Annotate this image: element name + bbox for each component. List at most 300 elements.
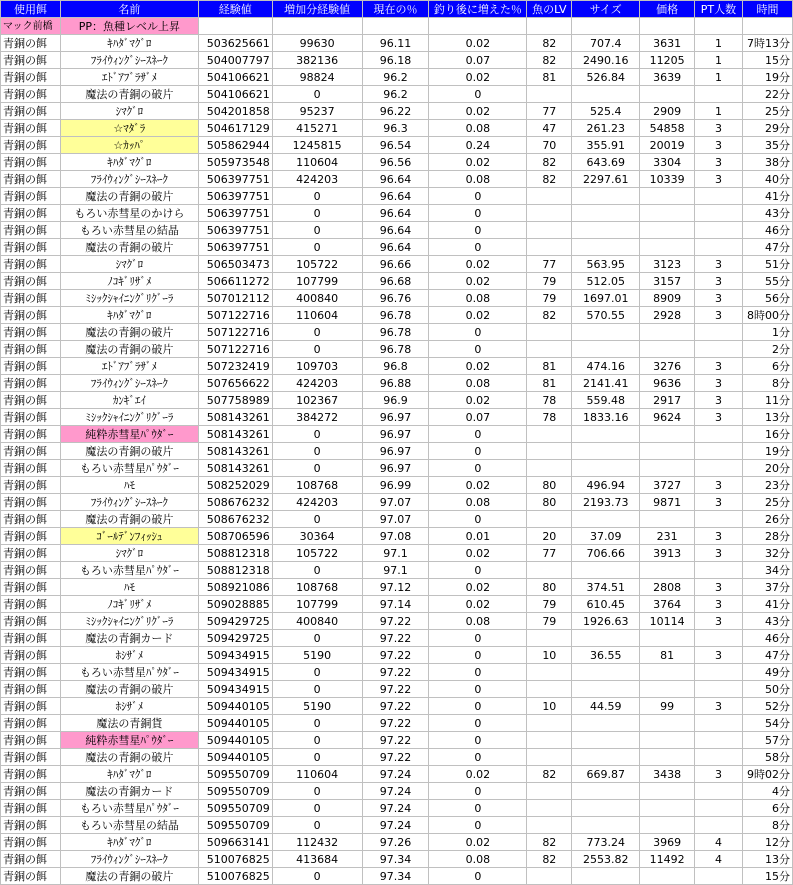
fish-lv-cell[interactable]: 82 bbox=[527, 171, 572, 188]
pct-gain-cell[interactable]: 0.08 bbox=[429, 290, 527, 307]
name-cell[interactable]: ☆ﾏﾀﾞﾗ bbox=[60, 120, 198, 137]
fish-lv-cell[interactable] bbox=[527, 86, 572, 103]
exp-cell[interactable]: 509440105 bbox=[198, 715, 272, 732]
current-pct-cell[interactable]: 97.26 bbox=[362, 834, 429, 851]
name-cell[interactable]: もろい赤彗星ﾊﾟｳﾀﾞｰ bbox=[60, 800, 198, 817]
exp-gain-cell[interactable]: 0 bbox=[272, 188, 362, 205]
col-header-pct-gain[interactable]: 釣り後に増えた％ bbox=[429, 1, 527, 18]
price-cell[interactable] bbox=[640, 783, 695, 800]
exp-gain-cell[interactable]: 107799 bbox=[272, 596, 362, 613]
exp-cell[interactable]: 509434915 bbox=[198, 647, 272, 664]
price-cell[interactable]: 3276 bbox=[640, 358, 695, 375]
current-pct-cell[interactable]: 97.08 bbox=[362, 528, 429, 545]
exp-gain-cell[interactable]: 5190 bbox=[272, 698, 362, 715]
bait-cell[interactable]: 青銅の餌 bbox=[1, 426, 61, 443]
exp-gain-cell[interactable]: 0 bbox=[272, 664, 362, 681]
size-cell[interactable]: 512.05 bbox=[572, 273, 640, 290]
price-cell[interactable] bbox=[640, 630, 695, 647]
price-cell[interactable]: 81 bbox=[640, 647, 695, 664]
exp-cell[interactable]: 508143261 bbox=[198, 443, 272, 460]
name-cell[interactable]: 魔法の青銅の破片 bbox=[60, 86, 198, 103]
price-cell[interactable]: 9636 bbox=[640, 375, 695, 392]
exp-cell[interactable]: 506397751 bbox=[198, 188, 272, 205]
size-cell[interactable]: 2141.41 bbox=[572, 375, 640, 392]
pct-gain-cell[interactable]: 0 bbox=[429, 86, 527, 103]
time-cell[interactable]: 15分 bbox=[742, 868, 792, 885]
pt-count-cell[interactable]: 3 bbox=[695, 647, 743, 664]
time-cell[interactable]: 41分 bbox=[742, 596, 792, 613]
current-pct-cell[interactable]: 96.97 bbox=[362, 460, 429, 477]
size-cell[interactable]: 496.94 bbox=[572, 477, 640, 494]
price-cell[interactable]: 2808 bbox=[640, 579, 695, 596]
pct-gain-cell[interactable]: 0 bbox=[429, 562, 527, 579]
pct-gain-cell[interactable]: 0.08 bbox=[429, 120, 527, 137]
time-cell[interactable]: 13分 bbox=[742, 409, 792, 426]
current-pct-cell[interactable]: 97.22 bbox=[362, 613, 429, 630]
pct-gain-cell[interactable]: 0.02 bbox=[429, 154, 527, 171]
pct-gain-cell[interactable]: 0.08 bbox=[429, 375, 527, 392]
current-pct-cell[interactable]: 97.22 bbox=[362, 664, 429, 681]
time-cell[interactable]: 57分 bbox=[742, 732, 792, 749]
fish-lv-cell[interactable]: 79 bbox=[527, 273, 572, 290]
exp-cell[interactable]: 507122716 bbox=[198, 324, 272, 341]
pt-count-cell[interactable]: 3 bbox=[695, 256, 743, 273]
exp-gain-cell[interactable]: 415271 bbox=[272, 120, 362, 137]
time-cell[interactable]: 47分 bbox=[742, 647, 792, 664]
size-cell[interactable]: 1926.63 bbox=[572, 613, 640, 630]
pt-count-cell[interactable]: 3 bbox=[695, 766, 743, 783]
pct-gain-cell[interactable]: 0.08 bbox=[429, 171, 527, 188]
pct-gain-cell[interactable]: 0 bbox=[429, 188, 527, 205]
bait-cell[interactable]: 青銅の餌 bbox=[1, 494, 61, 511]
current-pct-cell[interactable]: 96.97 bbox=[362, 409, 429, 426]
fish-lv-cell[interactable]: 10 bbox=[527, 647, 572, 664]
bait-cell[interactable]: 青銅の餌 bbox=[1, 630, 61, 647]
exp-cell[interactable]: 504106621 bbox=[198, 69, 272, 86]
exp-cell[interactable]: 509028885 bbox=[198, 596, 272, 613]
size-cell[interactable]: 610.45 bbox=[572, 596, 640, 613]
pct-gain-cell[interactable]: 0.02 bbox=[429, 477, 527, 494]
pct-gain-cell[interactable]: 0 bbox=[429, 460, 527, 477]
pt-count-cell[interactable]: 3 bbox=[695, 613, 743, 630]
empty-cell[interactable] bbox=[198, 18, 272, 35]
name-cell[interactable]: 魔法の青銅の破片 bbox=[60, 341, 198, 358]
size-cell[interactable] bbox=[572, 426, 640, 443]
pct-gain-cell[interactable]: 0 bbox=[429, 239, 527, 256]
current-pct-cell[interactable]: 96.88 bbox=[362, 375, 429, 392]
size-cell[interactable]: 2490.16 bbox=[572, 52, 640, 69]
current-pct-cell[interactable]: 97.22 bbox=[362, 749, 429, 766]
size-cell[interactable]: 2193.73 bbox=[572, 494, 640, 511]
price-cell[interactable]: 10339 bbox=[640, 171, 695, 188]
pct-gain-cell[interactable]: 0 bbox=[429, 664, 527, 681]
exp-gain-cell[interactable]: 109703 bbox=[272, 358, 362, 375]
pt-count-cell[interactable]: 3 bbox=[695, 358, 743, 375]
exp-gain-cell[interactable]: 0 bbox=[272, 800, 362, 817]
bait-cell[interactable]: 青銅の餌 bbox=[1, 460, 61, 477]
name-cell[interactable]: もろい赤彗星ﾊﾟｳﾀﾞｰ bbox=[60, 460, 198, 477]
pct-gain-cell[interactable]: 0.02 bbox=[429, 358, 527, 375]
bait-cell[interactable]: 青銅の餌 bbox=[1, 307, 61, 324]
fish-lv-cell[interactable] bbox=[527, 749, 572, 766]
time-cell[interactable]: 16分 bbox=[742, 426, 792, 443]
pt-count-cell[interactable] bbox=[695, 783, 743, 800]
time-cell[interactable]: 34分 bbox=[742, 562, 792, 579]
price-cell[interactable]: 3727 bbox=[640, 477, 695, 494]
price-cell[interactable]: 2928 bbox=[640, 307, 695, 324]
name-cell[interactable]: ｷﾊﾀﾞﾏｸﾞﾛ bbox=[60, 154, 198, 171]
name-cell[interactable]: 魔法の青銅カード bbox=[60, 783, 198, 800]
pct-gain-cell[interactable]: 0 bbox=[429, 715, 527, 732]
time-cell[interactable]: 1分 bbox=[742, 324, 792, 341]
fish-lv-cell[interactable]: 81 bbox=[527, 358, 572, 375]
price-cell[interactable]: 3157 bbox=[640, 273, 695, 290]
price-cell[interactable]: 8909 bbox=[640, 290, 695, 307]
name-cell[interactable]: 魔法の青銅の破片 bbox=[60, 443, 198, 460]
pt-count-cell[interactable] bbox=[695, 817, 743, 834]
size-cell[interactable] bbox=[572, 511, 640, 528]
name-cell[interactable]: 魔法の青銅の破片 bbox=[60, 188, 198, 205]
current-pct-cell[interactable]: 97.34 bbox=[362, 868, 429, 885]
exp-gain-cell[interactable]: 108768 bbox=[272, 579, 362, 596]
exp-cell[interactable]: 506397751 bbox=[198, 205, 272, 222]
name-cell[interactable]: もろい赤彗星の結晶 bbox=[60, 222, 198, 239]
price-cell[interactable] bbox=[640, 86, 695, 103]
time-cell[interactable]: 52分 bbox=[742, 698, 792, 715]
bait-cell[interactable]: 青銅の餌 bbox=[1, 256, 61, 273]
size-cell[interactable]: 37.09 bbox=[572, 528, 640, 545]
price-cell[interactable] bbox=[640, 239, 695, 256]
exp-cell[interactable]: 506397751 bbox=[198, 239, 272, 256]
time-cell[interactable]: 32分 bbox=[742, 545, 792, 562]
bait-cell[interactable]: 青銅の餌 bbox=[1, 647, 61, 664]
price-cell[interactable]: 11492 bbox=[640, 851, 695, 868]
pct-gain-cell[interactable]: 0 bbox=[429, 817, 527, 834]
time-cell[interactable]: 38分 bbox=[742, 154, 792, 171]
price-cell[interactable]: 2909 bbox=[640, 103, 695, 120]
current-pct-cell[interactable]: 97.07 bbox=[362, 494, 429, 511]
bait-cell[interactable]: 青銅の餌 bbox=[1, 324, 61, 341]
pt-count-cell[interactable]: 3 bbox=[695, 154, 743, 171]
pt-count-cell[interactable]: 3 bbox=[695, 171, 743, 188]
current-pct-cell[interactable]: 96.2 bbox=[362, 69, 429, 86]
name-cell[interactable]: ﾌﾗｲｳｨﾝｸﾞｼｰｽﾈｰｸ bbox=[60, 52, 198, 69]
current-pct-cell[interactable]: 97.1 bbox=[362, 562, 429, 579]
col-header-exp[interactable]: 経験値 bbox=[198, 1, 272, 18]
exp-cell[interactable]: 508143261 bbox=[198, 460, 272, 477]
bait-cell[interactable]: 青銅の餌 bbox=[1, 239, 61, 256]
exp-gain-cell[interactable]: 0 bbox=[272, 460, 362, 477]
exp-gain-cell[interactable]: 424203 bbox=[272, 375, 362, 392]
pct-gain-cell[interactable]: 0 bbox=[429, 511, 527, 528]
time-cell[interactable]: 50分 bbox=[742, 681, 792, 698]
exp-cell[interactable]: 507122716 bbox=[198, 341, 272, 358]
price-cell[interactable] bbox=[640, 222, 695, 239]
exp-cell[interactable]: 504201858 bbox=[198, 103, 272, 120]
price-cell[interactable] bbox=[640, 715, 695, 732]
pct-gain-cell[interactable]: 0 bbox=[429, 783, 527, 800]
name-cell[interactable]: 魔法の青銅の破片 bbox=[60, 324, 198, 341]
price-cell[interactable]: 2917 bbox=[640, 392, 695, 409]
price-cell[interactable] bbox=[640, 443, 695, 460]
current-pct-cell[interactable]: 96.78 bbox=[362, 324, 429, 341]
exp-gain-cell[interactable]: 0 bbox=[272, 715, 362, 732]
pt-count-cell[interactable]: 3 bbox=[695, 290, 743, 307]
exp-cell[interactable]: 508812318 bbox=[198, 545, 272, 562]
time-cell[interactable]: 8分 bbox=[742, 817, 792, 834]
price-cell[interactable]: 3969 bbox=[640, 834, 695, 851]
size-cell[interactable]: 1833.16 bbox=[572, 409, 640, 426]
fish-lv-cell[interactable]: 78 bbox=[527, 392, 572, 409]
exp-gain-cell[interactable]: 0 bbox=[272, 783, 362, 800]
size-cell[interactable] bbox=[572, 749, 640, 766]
time-cell[interactable]: 54分 bbox=[742, 715, 792, 732]
pt-count-cell[interactable] bbox=[695, 86, 743, 103]
size-cell[interactable] bbox=[572, 341, 640, 358]
current-pct-cell[interactable]: 96.64 bbox=[362, 239, 429, 256]
fish-lv-cell[interactable] bbox=[527, 800, 572, 817]
name-cell[interactable]: 純粋赤彗星ﾊﾟｳﾀﾞｰ bbox=[60, 732, 198, 749]
time-cell[interactable]: 23分 bbox=[742, 477, 792, 494]
current-pct-cell[interactable]: 96.64 bbox=[362, 171, 429, 188]
pct-gain-cell[interactable]: 0.07 bbox=[429, 52, 527, 69]
pt-count-cell[interactable] bbox=[695, 188, 743, 205]
pt-count-cell[interactable] bbox=[695, 562, 743, 579]
current-pct-cell[interactable]: 97.24 bbox=[362, 783, 429, 800]
fish-lv-cell[interactable] bbox=[527, 222, 572, 239]
price-cell[interactable]: 11205 bbox=[640, 52, 695, 69]
empty-cell[interactable] bbox=[640, 18, 695, 35]
exp-gain-cell[interactable]: 0 bbox=[272, 426, 362, 443]
size-cell[interactable]: 559.48 bbox=[572, 392, 640, 409]
pct-gain-cell[interactable]: 0.08 bbox=[429, 494, 527, 511]
name-cell[interactable]: ﾎｼｻﾞﾒ bbox=[60, 647, 198, 664]
exp-gain-cell[interactable]: 0 bbox=[272, 324, 362, 341]
exp-gain-cell[interactable]: 108768 bbox=[272, 477, 362, 494]
bait-cell[interactable]: 青銅の餌 bbox=[1, 86, 61, 103]
exp-cell[interactable]: 508252029 bbox=[198, 477, 272, 494]
price-cell[interactable] bbox=[640, 562, 695, 579]
pct-gain-cell[interactable]: 0.24 bbox=[429, 137, 527, 154]
pct-gain-cell[interactable]: 0.02 bbox=[429, 69, 527, 86]
pt-count-cell[interactable]: 3 bbox=[695, 528, 743, 545]
pct-gain-cell[interactable]: 0.02 bbox=[429, 392, 527, 409]
bait-cell[interactable]: 青銅の餌 bbox=[1, 137, 61, 154]
exp-gain-cell[interactable]: 0 bbox=[272, 511, 362, 528]
empty-cell[interactable] bbox=[272, 18, 362, 35]
pt-count-cell[interactable]: 3 bbox=[695, 137, 743, 154]
price-cell[interactable]: 99 bbox=[640, 698, 695, 715]
name-cell[interactable]: ☆ｶｯﾊﾟ bbox=[60, 137, 198, 154]
pt-count-cell[interactable]: 3 bbox=[695, 596, 743, 613]
name-cell[interactable]: ｶﾝｷﾞｴｲ bbox=[60, 392, 198, 409]
time-cell[interactable]: 46分 bbox=[742, 630, 792, 647]
size-cell[interactable] bbox=[572, 783, 640, 800]
current-pct-cell[interactable]: 97.24 bbox=[362, 800, 429, 817]
name-cell[interactable]: ﾌﾗｲｳｨﾝｸﾞｼｰｽﾈｰｸ bbox=[60, 375, 198, 392]
empty-cell[interactable] bbox=[527, 18, 572, 35]
name-cell[interactable]: ｷﾊﾀﾞﾏｸﾞﾛ bbox=[60, 834, 198, 851]
exp-gain-cell[interactable]: 0 bbox=[272, 222, 362, 239]
pt-count-cell[interactable] bbox=[695, 664, 743, 681]
fish-lv-cell[interactable]: 80 bbox=[527, 494, 572, 511]
exp-gain-cell[interactable]: 105722 bbox=[272, 545, 362, 562]
server-label-cell[interactable]: マック前橋 bbox=[1, 18, 61, 35]
col-header-time[interactable]: 時間 bbox=[742, 1, 792, 18]
pct-gain-cell[interactable]: 0.02 bbox=[429, 103, 527, 120]
name-cell[interactable]: ｴﾄﾞｱﾌﾞﾗｻﾞﾒ bbox=[60, 69, 198, 86]
exp-gain-cell[interactable]: 0 bbox=[272, 817, 362, 834]
exp-gain-cell[interactable]: 400840 bbox=[272, 613, 362, 630]
size-cell[interactable] bbox=[572, 86, 640, 103]
fish-lv-cell[interactable]: 20 bbox=[527, 528, 572, 545]
time-cell[interactable]: 2分 bbox=[742, 341, 792, 358]
name-cell[interactable]: ﾌﾗｲｳｨﾝｸﾞｼｰｽﾈｰｸ bbox=[60, 494, 198, 511]
pct-gain-cell[interactable]: 0.08 bbox=[429, 613, 527, 630]
price-cell[interactable] bbox=[640, 511, 695, 528]
fish-lv-cell[interactable] bbox=[527, 511, 572, 528]
pt-count-cell[interactable]: 1 bbox=[695, 69, 743, 86]
size-cell[interactable]: 2297.61 bbox=[572, 171, 640, 188]
current-pct-cell[interactable]: 96.8 bbox=[362, 358, 429, 375]
bait-cell[interactable]: 青銅の餌 bbox=[1, 817, 61, 834]
bait-cell[interactable]: 青銅の餌 bbox=[1, 171, 61, 188]
price-cell[interactable] bbox=[640, 868, 695, 885]
pt-count-cell[interactable]: 4 bbox=[695, 834, 743, 851]
exp-gain-cell[interactable]: 0 bbox=[272, 868, 362, 885]
fish-lv-cell[interactable]: 82 bbox=[527, 851, 572, 868]
name-cell[interactable]: ﾐｼｯｸｼｬｲﾆﾝｸﾞﾘｸﾞｰﾗ bbox=[60, 290, 198, 307]
pt-count-cell[interactable]: 1 bbox=[695, 35, 743, 52]
size-cell[interactable]: 706.66 bbox=[572, 545, 640, 562]
bait-cell[interactable]: 青銅の餌 bbox=[1, 545, 61, 562]
name-cell[interactable]: ｷﾊﾀﾞﾏｸﾞﾛ bbox=[60, 35, 198, 52]
price-cell[interactable] bbox=[640, 732, 695, 749]
exp-cell[interactable]: 509550709 bbox=[198, 800, 272, 817]
fish-lv-cell[interactable] bbox=[527, 426, 572, 443]
exp-gain-cell[interactable]: 0 bbox=[272, 732, 362, 749]
pct-gain-cell[interactable]: 0 bbox=[429, 324, 527, 341]
fish-lv-cell[interactable] bbox=[527, 324, 572, 341]
col-header-name[interactable]: 名前 bbox=[60, 1, 198, 18]
current-pct-cell[interactable]: 97.22 bbox=[362, 698, 429, 715]
size-cell[interactable] bbox=[572, 239, 640, 256]
pct-gain-cell[interactable]: 0 bbox=[429, 341, 527, 358]
exp-cell[interactable]: 504106621 bbox=[198, 86, 272, 103]
name-cell[interactable]: 魔法の青銅の破片 bbox=[60, 681, 198, 698]
size-cell[interactable] bbox=[572, 800, 640, 817]
fish-lv-cell[interactable]: 81 bbox=[527, 69, 572, 86]
exp-cell[interactable]: 506397751 bbox=[198, 222, 272, 239]
bait-cell[interactable]: 青銅の餌 bbox=[1, 188, 61, 205]
price-cell[interactable]: 3913 bbox=[640, 545, 695, 562]
size-cell[interactable] bbox=[572, 222, 640, 239]
exp-gain-cell[interactable]: 424203 bbox=[272, 494, 362, 511]
bait-cell[interactable]: 青銅の餌 bbox=[1, 375, 61, 392]
exp-gain-cell[interactable]: 1245815 bbox=[272, 137, 362, 154]
name-cell[interactable]: ﾉｺｷﾞﾘｻﾞﾒ bbox=[60, 273, 198, 290]
fish-lv-cell[interactable] bbox=[527, 562, 572, 579]
price-cell[interactable]: 54858 bbox=[640, 120, 695, 137]
current-pct-cell[interactable]: 97.12 bbox=[362, 579, 429, 596]
exp-cell[interactable]: 504007797 bbox=[198, 52, 272, 69]
time-cell[interactable]: 8時00分 bbox=[742, 307, 792, 324]
pt-count-cell[interactable] bbox=[695, 205, 743, 222]
exp-cell[interactable]: 509429725 bbox=[198, 630, 272, 647]
name-cell[interactable]: 魔法の青銅の破片 bbox=[60, 868, 198, 885]
current-pct-cell[interactable]: 96.78 bbox=[362, 307, 429, 324]
current-pct-cell[interactable]: 96.68 bbox=[362, 273, 429, 290]
fish-lv-cell[interactable]: 79 bbox=[527, 290, 572, 307]
bait-cell[interactable]: 青銅の餌 bbox=[1, 341, 61, 358]
size-cell[interactable]: 643.69 bbox=[572, 154, 640, 171]
pt-count-cell[interactable]: 3 bbox=[695, 579, 743, 596]
pt-count-cell[interactable] bbox=[695, 681, 743, 698]
fish-lv-cell[interactable] bbox=[527, 341, 572, 358]
fish-lv-cell[interactable]: 82 bbox=[527, 834, 572, 851]
fish-lv-cell[interactable] bbox=[527, 664, 572, 681]
time-cell[interactable]: 37分 bbox=[742, 579, 792, 596]
fish-lv-cell[interactable] bbox=[527, 460, 572, 477]
current-pct-cell[interactable]: 96.64 bbox=[362, 188, 429, 205]
pct-gain-cell[interactable]: 0 bbox=[429, 732, 527, 749]
name-cell[interactable]: ｴﾄﾞｱﾌﾞﾗｻﾞﾒ bbox=[60, 358, 198, 375]
exp-cell[interactable]: 509550709 bbox=[198, 783, 272, 800]
current-pct-cell[interactable]: 97.24 bbox=[362, 817, 429, 834]
fish-lv-cell[interactable]: 82 bbox=[527, 52, 572, 69]
time-cell[interactable]: 13分 bbox=[742, 851, 792, 868]
exp-gain-cell[interactable]: 95237 bbox=[272, 103, 362, 120]
size-cell[interactable]: 563.95 bbox=[572, 256, 640, 273]
current-pct-cell[interactable]: 97.22 bbox=[362, 715, 429, 732]
exp-gain-cell[interactable]: 102367 bbox=[272, 392, 362, 409]
exp-cell[interactable]: 507012112 bbox=[198, 290, 272, 307]
price-cell[interactable]: 231 bbox=[640, 528, 695, 545]
exp-gain-cell[interactable]: 0 bbox=[272, 86, 362, 103]
current-pct-cell[interactable]: 96.9 bbox=[362, 392, 429, 409]
fish-lv-cell[interactable] bbox=[527, 817, 572, 834]
exp-cell[interactable]: 510076825 bbox=[198, 868, 272, 885]
pct-gain-cell[interactable]: 0 bbox=[429, 647, 527, 664]
time-cell[interactable]: 41分 bbox=[742, 188, 792, 205]
fish-lv-cell[interactable] bbox=[527, 630, 572, 647]
name-cell[interactable]: もろい赤彗星ﾊﾟｳﾀﾞｰ bbox=[60, 664, 198, 681]
price-cell[interactable] bbox=[640, 749, 695, 766]
exp-gain-cell[interactable]: 384272 bbox=[272, 409, 362, 426]
name-cell[interactable]: ｷﾊﾀﾞﾏｸﾞﾛ bbox=[60, 766, 198, 783]
bait-cell[interactable]: 青銅の餌 bbox=[1, 783, 61, 800]
size-cell[interactable] bbox=[572, 562, 640, 579]
size-cell[interactable] bbox=[572, 443, 640, 460]
name-cell[interactable]: ﾊﾓ bbox=[60, 477, 198, 494]
size-cell[interactable] bbox=[572, 715, 640, 732]
bait-cell[interactable]: 青銅の餌 bbox=[1, 579, 61, 596]
bait-cell[interactable]: 青銅の餌 bbox=[1, 409, 61, 426]
pct-gain-cell[interactable]: 0.02 bbox=[429, 256, 527, 273]
pct-gain-cell[interactable]: 0.02 bbox=[429, 579, 527, 596]
pt-count-cell[interactable]: 3 bbox=[695, 392, 743, 409]
exp-cell[interactable]: 508676232 bbox=[198, 511, 272, 528]
pct-gain-cell[interactable]: 0 bbox=[429, 868, 527, 885]
time-cell[interactable]: 43分 bbox=[742, 205, 792, 222]
time-cell[interactable]: 43分 bbox=[742, 613, 792, 630]
size-cell[interactable]: 261.23 bbox=[572, 120, 640, 137]
pt-count-cell[interactable]: 3 bbox=[695, 698, 743, 715]
exp-cell[interactable]: 509550709 bbox=[198, 766, 272, 783]
time-cell[interactable]: 6分 bbox=[742, 800, 792, 817]
pt-count-cell[interactable] bbox=[695, 732, 743, 749]
fish-lv-cell[interactable]: 10 bbox=[527, 698, 572, 715]
